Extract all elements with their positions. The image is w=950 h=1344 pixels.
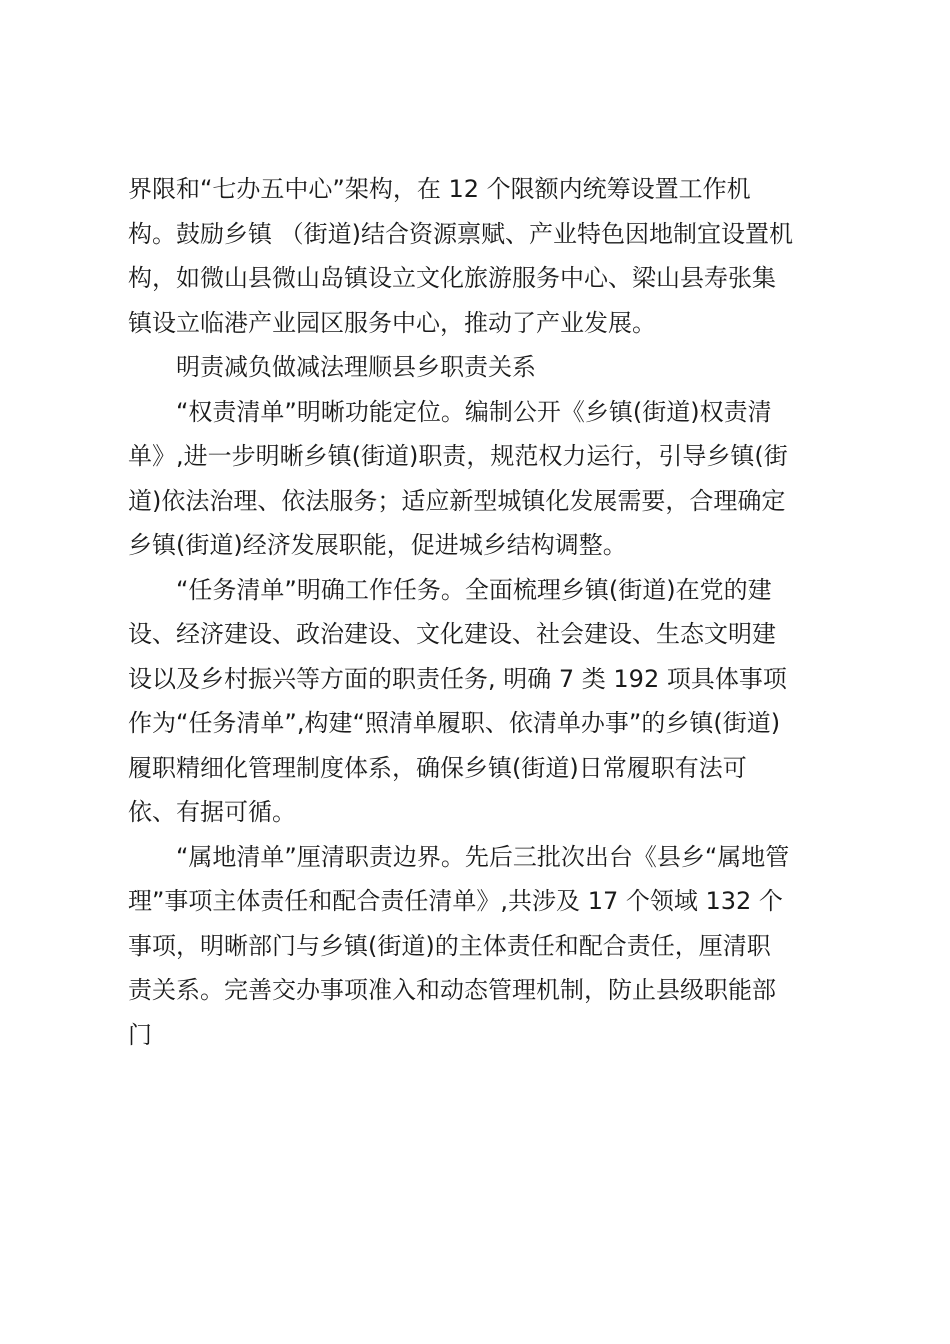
paragraph-3 — [128, 390, 838, 568]
text-line: 镇设立临港产业园区服务中心，推动了产业发展。 — [128, 308, 656, 337]
text-line: 事项，明晰部门与乡镇(街道)的主体责任和配合责任，厘清职 — [128, 931, 771, 960]
text-line: “任务清单”明确工作任务。全面梳理乡镇(街道)在党的建 — [176, 575, 772, 604]
paragraph-5 — [128, 835, 838, 1058]
text-line: 作为“任务清单”,构建“照清单履职、依清单办事”的乡镇(街道) — [128, 709, 781, 737]
text-line: 设、经济建设、政治建设、文化建设、社会建设、生态文明建 — [128, 620, 776, 648]
paragraph-1 — [128, 167, 838, 345]
text-line: 责关系。完善交办事项准入和动态管理机制，防止县级职能部 — [128, 976, 776, 1004]
section-heading — [128, 345, 838, 390]
body-text — [128, 167, 838, 1057]
text-line: 理”事项主体责任和配合责任清单》,共涉及 17 个领域 132 个 — [128, 887, 783, 915]
text-line: 设以及乡村振兴等方面的职责任务, 明确 7 类 192 项具体事项 — [128, 664, 787, 693]
paragraph-4 — [128, 568, 838, 835]
text-line: 构，如微山县微山岛镇设立文化旅游服务中心、梁山县寿张集 — [128, 264, 776, 292]
text-line: 构。鼓励乡镇 （街道)结合资源禀赋、产业特色因地制宜设置机 — [128, 219, 793, 248]
text-line: 单》,进一步明晰乡镇(街道)职责，规范权力运行，引导乡镇(街 — [128, 442, 788, 470]
text-line: 乡镇(街道)经济发展职能，促进城乡结构调整。 — [128, 531, 627, 559]
text-line: 履职精细化管理制度体系，确保乡镇(街道)日常履职有法可 — [128, 753, 747, 782]
text-line: 依、有据可循。 — [128, 798, 296, 826]
heading-line: 明责减负做减法理顺县乡职责关系 — [176, 353, 536, 381]
text-line: “属地清单”厘清职责边界。先后三批次出台《县乡“属地管 — [176, 842, 790, 871]
text-line: 界限和“七办五中心”架构，在 12 个限额内统筹设置工作机 — [128, 175, 751, 203]
text-line: 门 — [128, 1020, 152, 1049]
text-line: 道)依法治理、依法服务；适应新型城镇化发展需要，合理确定 — [128, 486, 786, 515]
text-line: “权责清单”明晰功能定位。编制公开《乡镇(街道)权责清 — [176, 397, 772, 426]
